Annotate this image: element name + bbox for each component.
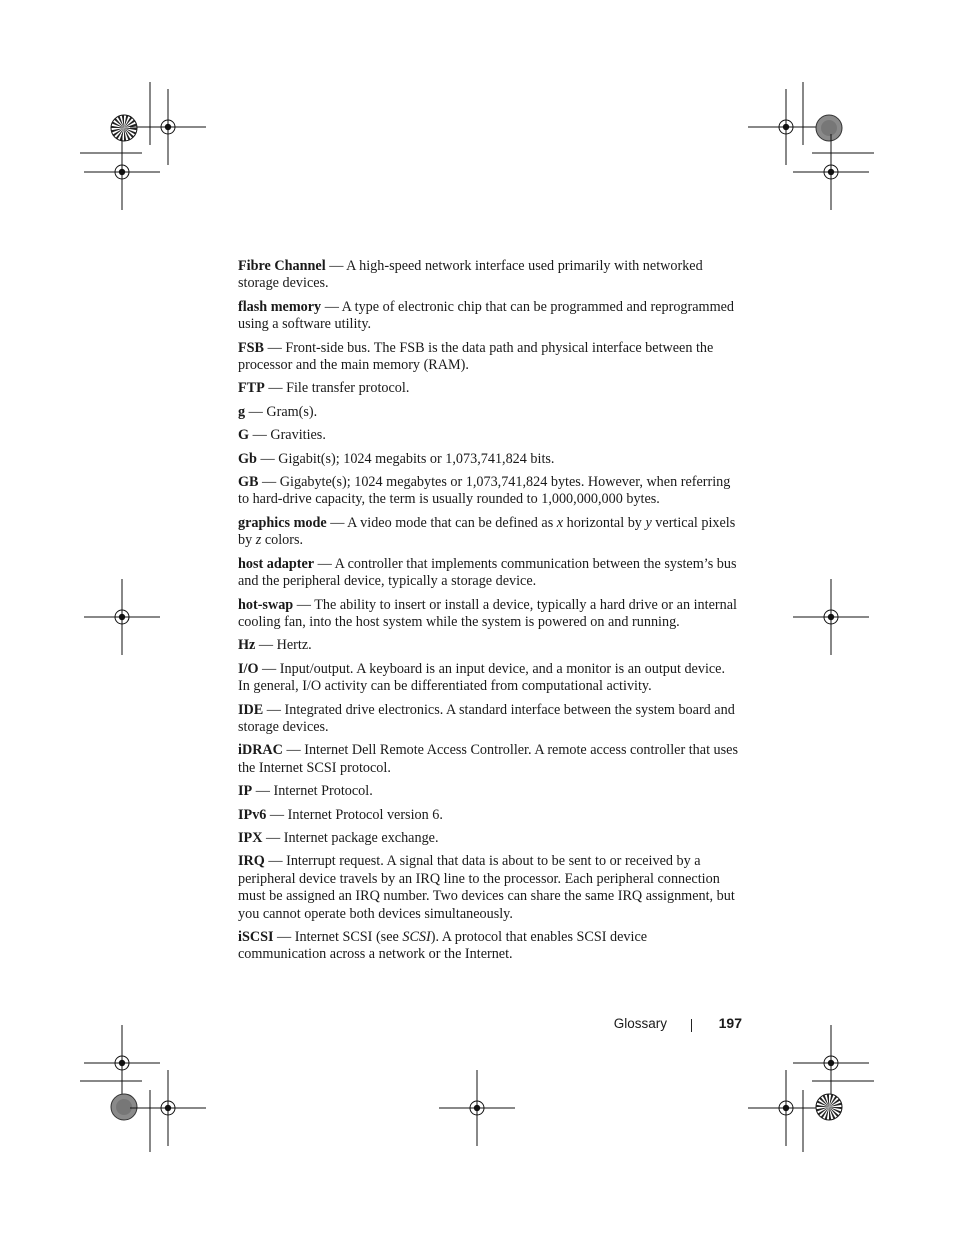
glossary-entry [238, 637, 738, 654]
definition-text: Gram(s). [266, 403, 318, 420]
definition-text: Input/output. A keyboard is an input device, and a monitor is an output device. In general, I/O activity can be differentiated from computational activity. [238, 660, 726, 695]
glossary-term: I/O [238, 660, 259, 677]
glossary-term: Hz [238, 637, 256, 654]
definition-text: A type of electronic chip that can be programmed and reprogrammed using a software utility. [238, 298, 735, 333]
glossary-term: iSCSI [238, 929, 274, 945]
term-separator: — [258, 660, 280, 677]
definition-text: ). A protocol that enables SCSI device communication across a network or the Internet. [238, 929, 648, 963]
glossary-entry [238, 830, 738, 847]
page-number: 197 [718, 1015, 742, 1031]
glossary-term: IP [238, 783, 253, 800]
term-separator: — [293, 596, 315, 613]
definition-text: File transfer protocol. [286, 380, 410, 397]
crosshair-dot [119, 1060, 125, 1066]
glossary-entry [238, 258, 738, 293]
definition-text: Internet SCSI (see [294, 929, 403, 945]
glossary-term: flash memory [238, 298, 322, 315]
crosshair-dot [828, 169, 834, 175]
definition-text: Internet Protocol version 6. [287, 806, 443, 823]
term-separator: — [314, 555, 335, 572]
glossary-entry [238, 807, 738, 824]
glossary-term: G [238, 427, 250, 444]
glossary-entry [238, 515, 738, 550]
glossary-entry [238, 299, 738, 334]
crosshair-dot [165, 1105, 171, 1111]
definition-text: vertical pixels by [238, 514, 736, 549]
crosshair-dot [783, 124, 789, 130]
crosshair-dot [828, 614, 834, 620]
definition-text: Internet Dell Remote Access Controller. A remote access controller that uses the Internet SCSI protocol. [238, 742, 738, 776]
crosshair-dot [474, 1105, 480, 1111]
definition-text: A video mode that can be defined as [347, 514, 557, 531]
crosshair-dot [119, 614, 125, 620]
definition-text: The ability to insert or install a device, typically a hard drive or an internal cooling fan, into the host system while the system is powered on and running. [238, 596, 737, 630]
term-separator: — [249, 427, 271, 444]
glossary-term: graphics mode [238, 514, 327, 531]
definition-text: Internet Protocol. [273, 783, 373, 800]
definition-text: A controller that implements communication between the system’s bus and the peripheral device, typically a storage device. [238, 555, 737, 590]
footer-divider [691, 1019, 692, 1032]
crosshair-dot [165, 124, 171, 130]
glossary-entry [238, 853, 738, 923]
glossary-term: hot-swap [238, 596, 294, 613]
page-footer [560, 1013, 742, 1037]
glossary-term: IDE [238, 701, 264, 718]
term-separator: — [252, 783, 274, 800]
glossary-entry [238, 474, 738, 509]
term-separator: — [264, 339, 286, 356]
definition-text: Gigabit(s); 1024 megabits or 1,073,741,824 bits. [278, 450, 555, 467]
glossary-entry [238, 929, 738, 964]
term-separator: — [326, 514, 348, 531]
glossary-term: host adapter [238, 555, 315, 572]
crosshair-dot [828, 1060, 834, 1066]
definition-text: horizontal by [563, 514, 646, 531]
glossary-term: Gb [238, 450, 257, 467]
definition-text: z [255, 532, 262, 549]
crosshair-dot [119, 169, 125, 175]
glossary-entry [238, 661, 738, 696]
term-separator: — [325, 258, 347, 274]
glossary-term: FTP [238, 380, 265, 397]
term-separator: — [321, 298, 342, 315]
glossary-term: IPX [238, 829, 263, 846]
definition-text: Front-side bus. The FSB is the data path and physical interface between the processor and the main memory (RAM). [238, 339, 714, 374]
glossary-body [238, 258, 738, 970]
definition-text: SCSI [402, 929, 431, 945]
glossary-entry [238, 783, 738, 800]
glossary-entry [238, 597, 738, 632]
definition-text: colors. [261, 532, 304, 549]
definition-text: Gigabyte(s); 1024 megabytes or 1,073,741,824 bytes. However, when referring to hard-drive capacity, the term is usually rounded to 1,000,000,000 bytes. [238, 474, 731, 508]
glossary-entry [238, 556, 738, 591]
glossary-term: IRQ [238, 853, 265, 870]
term-separator: — [258, 474, 280, 491]
definition-text: Hertz. [276, 637, 312, 654]
definition-text: Gravities. [270, 427, 326, 444]
glossary-term: GB [238, 474, 259, 491]
term-separator: — [255, 637, 277, 654]
glossary-entry [238, 742, 738, 777]
glossary-entry [238, 702, 738, 737]
glossary-entry [238, 380, 738, 397]
crosshair-dot [783, 1105, 789, 1111]
glossary-term: g [238, 403, 246, 420]
footer-section-title: Glossary [613, 1016, 667, 1031]
glossary-term: IPv6 [238, 806, 267, 823]
glossary-entry [238, 451, 738, 468]
term-separator: — [264, 380, 287, 397]
grey-registration-core [116, 1099, 132, 1115]
term-separator: — [245, 403, 267, 420]
term-separator: — [256, 450, 279, 467]
definition-text: A high-speed network interface used primarily with networked storage devices. [238, 258, 703, 292]
term-separator: — [264, 853, 287, 870]
term-separator: — [273, 929, 295, 945]
glossary-entry [238, 340, 738, 375]
term-separator: — [263, 701, 285, 718]
definition-text: x [556, 514, 564, 531]
definition-text: Internet package exchange. [283, 829, 439, 846]
glossary-entry [238, 427, 738, 444]
term-separator: — [262, 829, 284, 846]
term-separator: — [266, 806, 288, 823]
glossary-term: Fibre Channel [238, 258, 326, 274]
glossary-term: FSB [238, 339, 265, 356]
glossary-term: iDRAC [238, 742, 283, 759]
glossary-entry [238, 404, 738, 421]
grey-registration-core [821, 120, 837, 136]
definition-text: Integrated drive electronics. A standard interface between the system board and storage devices. [238, 701, 735, 735]
definition-text: y [645, 514, 652, 531]
definition-text: Interrupt request. A signal that data is about to be sent to or received by a peripheral device travels by an IRQ line to the processor. Each peripheral connection must be assigned an IRQ number. Two devices can share the same IRQ assignment, but you cannot operate both devices simultaneously. [238, 853, 735, 922]
term-separator: — [282, 742, 305, 759]
